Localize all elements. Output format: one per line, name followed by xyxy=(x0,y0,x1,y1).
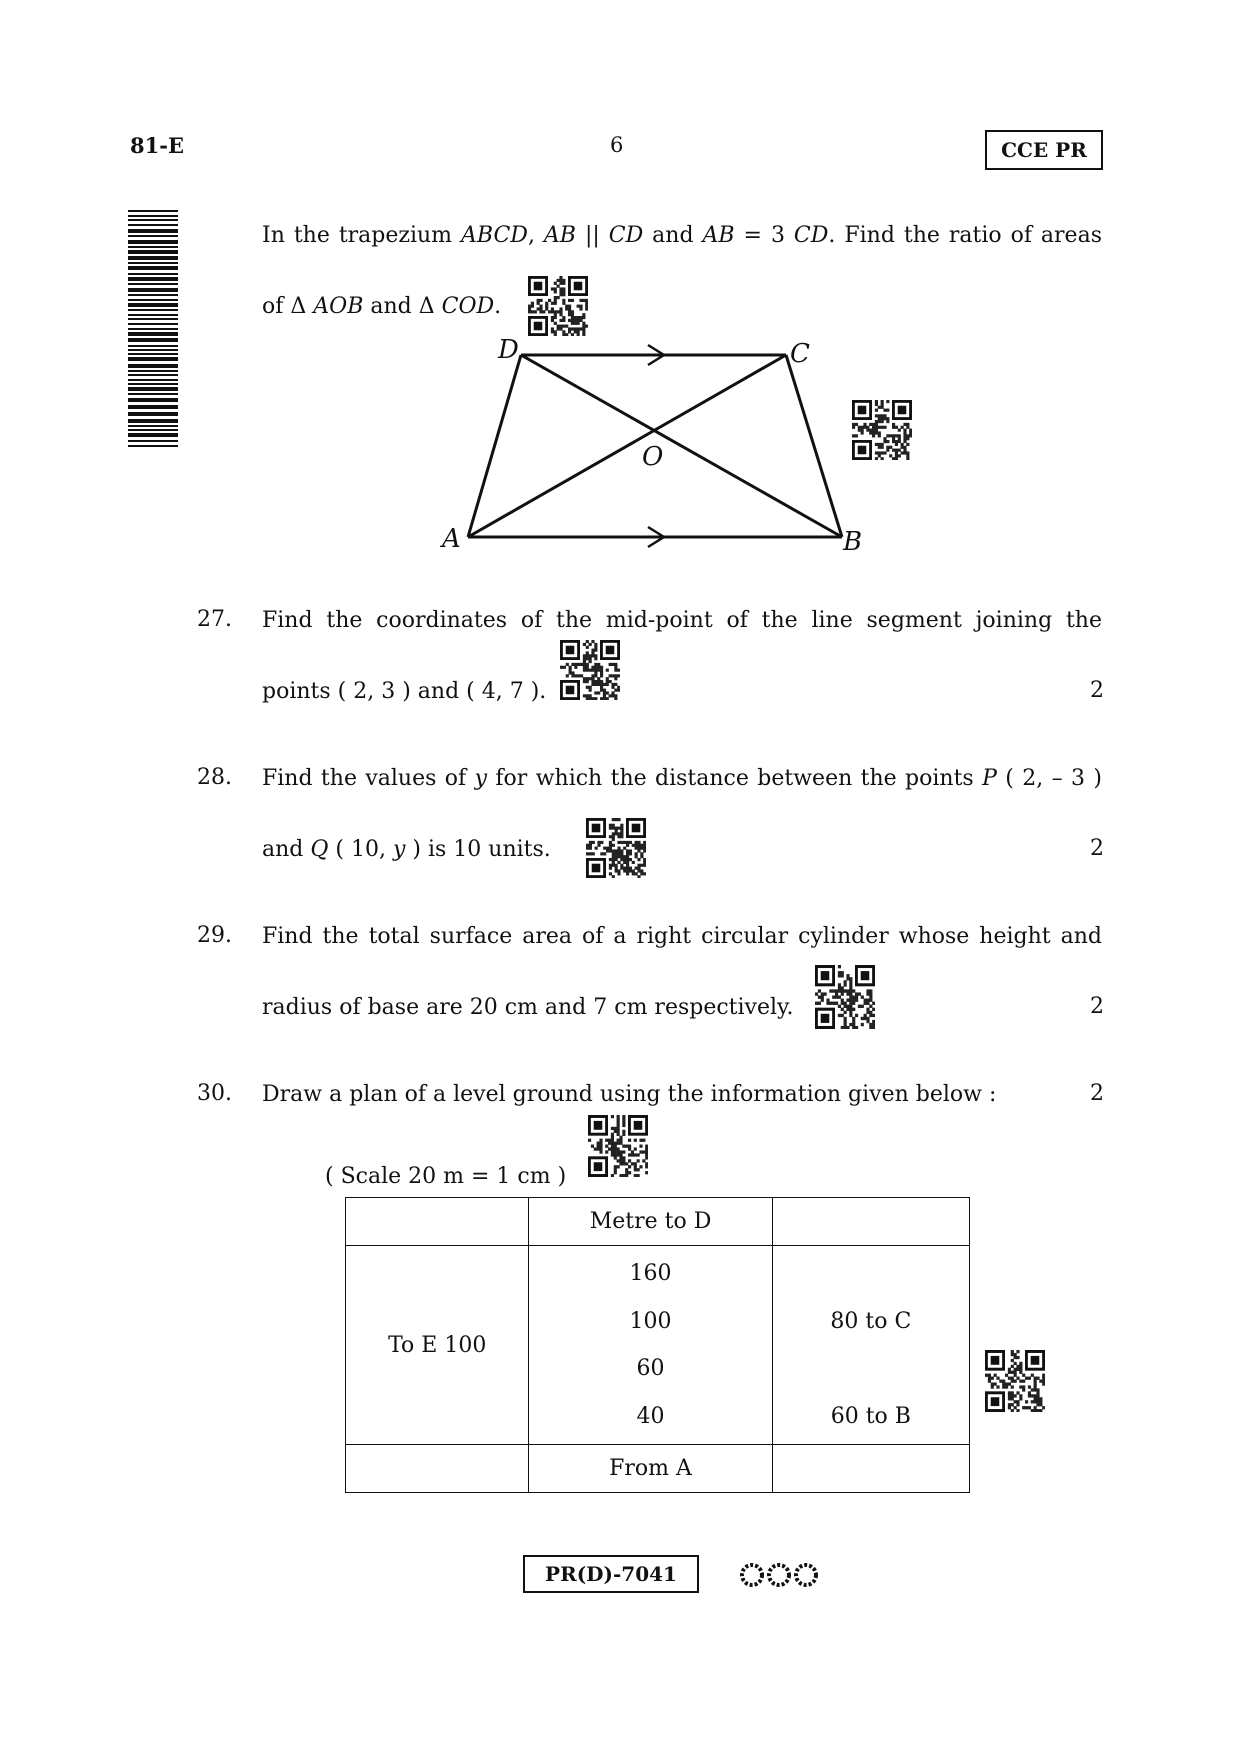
qr-code-image xyxy=(985,1350,1045,1412)
q29-marks: 2 xyxy=(1090,994,1104,1019)
q28-line1: Find the values of y for which the distance between the points P ( 2, – 3 ) xyxy=(262,766,1102,791)
qr-code-image xyxy=(528,276,588,336)
q30-scale: ( Scale 20 m = 1 cm ) xyxy=(325,1164,567,1189)
table-foot: From A xyxy=(529,1445,772,1493)
paper-code: 81-E xyxy=(130,133,184,158)
paper-type-box xyxy=(985,130,1103,170)
chain-60: 60 xyxy=(636,1356,665,1381)
qr-code-image xyxy=(852,400,912,460)
q30-line1: Draw a plan of a level ground using the information given below : xyxy=(262,1082,997,1107)
q28-number: 28. xyxy=(197,765,232,790)
label-A: A xyxy=(442,524,461,554)
trapezium-diagram xyxy=(430,330,870,560)
offset-left: To E 100 xyxy=(346,1246,529,1445)
footer-code-box xyxy=(523,1555,699,1593)
diagonal-AC xyxy=(468,355,786,537)
chain-40: 40 xyxy=(636,1403,665,1429)
barcode-image xyxy=(128,210,180,450)
label-O: O xyxy=(642,442,664,472)
footer-rings-mark xyxy=(738,1561,822,1589)
q30-number: 30. xyxy=(197,1081,232,1106)
q26-line2: of Δ AOB and Δ COD. xyxy=(262,294,502,319)
q30-marks: 2 xyxy=(1090,1081,1104,1106)
qr-code-image xyxy=(588,1115,648,1177)
field-book-table xyxy=(345,1197,970,1493)
offset-right-c: 80 to C xyxy=(830,1308,912,1334)
q27-line1: Find the coordinates of the mid-point of the line segment joining the xyxy=(262,608,1102,633)
page-number: 6 xyxy=(610,133,624,157)
label-D: D xyxy=(498,335,519,365)
q26-line1: In the trapezium ABCD, AB || CD and AB = 3 CD. Find the ratio of areas xyxy=(262,223,1102,248)
label-B: B xyxy=(843,527,863,557)
q27-line2: points ( 2, 3 ) and ( 4, 7 ). xyxy=(262,679,547,704)
q28-marks: 2 xyxy=(1090,836,1104,861)
offset-right-b: 60 to B xyxy=(830,1403,911,1429)
q29-number: 29. xyxy=(197,923,232,948)
q27-marks: 2 xyxy=(1090,678,1104,703)
label-C: C xyxy=(790,339,810,369)
qr-code-image xyxy=(560,640,620,700)
q29-line1: Find the total surface area of a right circular cylinder whose height and xyxy=(262,924,1102,949)
qr-code-image xyxy=(815,965,875,1029)
paper-type-label: CCE PR xyxy=(1001,138,1087,162)
q28-line2: and Q ( 10, y ) is 10 units. xyxy=(262,837,551,862)
chain-100: 100 xyxy=(629,1308,672,1334)
q27-number: 27. xyxy=(197,607,232,632)
q29-line2: radius of base are 20 cm and 7 cm respectively. xyxy=(262,995,794,1020)
footer-code: PR(D)-7041 xyxy=(545,1562,677,1586)
chain-160: 160 xyxy=(629,1261,672,1286)
table-head: Metre to D xyxy=(529,1198,772,1246)
qr-code-image xyxy=(586,818,646,878)
